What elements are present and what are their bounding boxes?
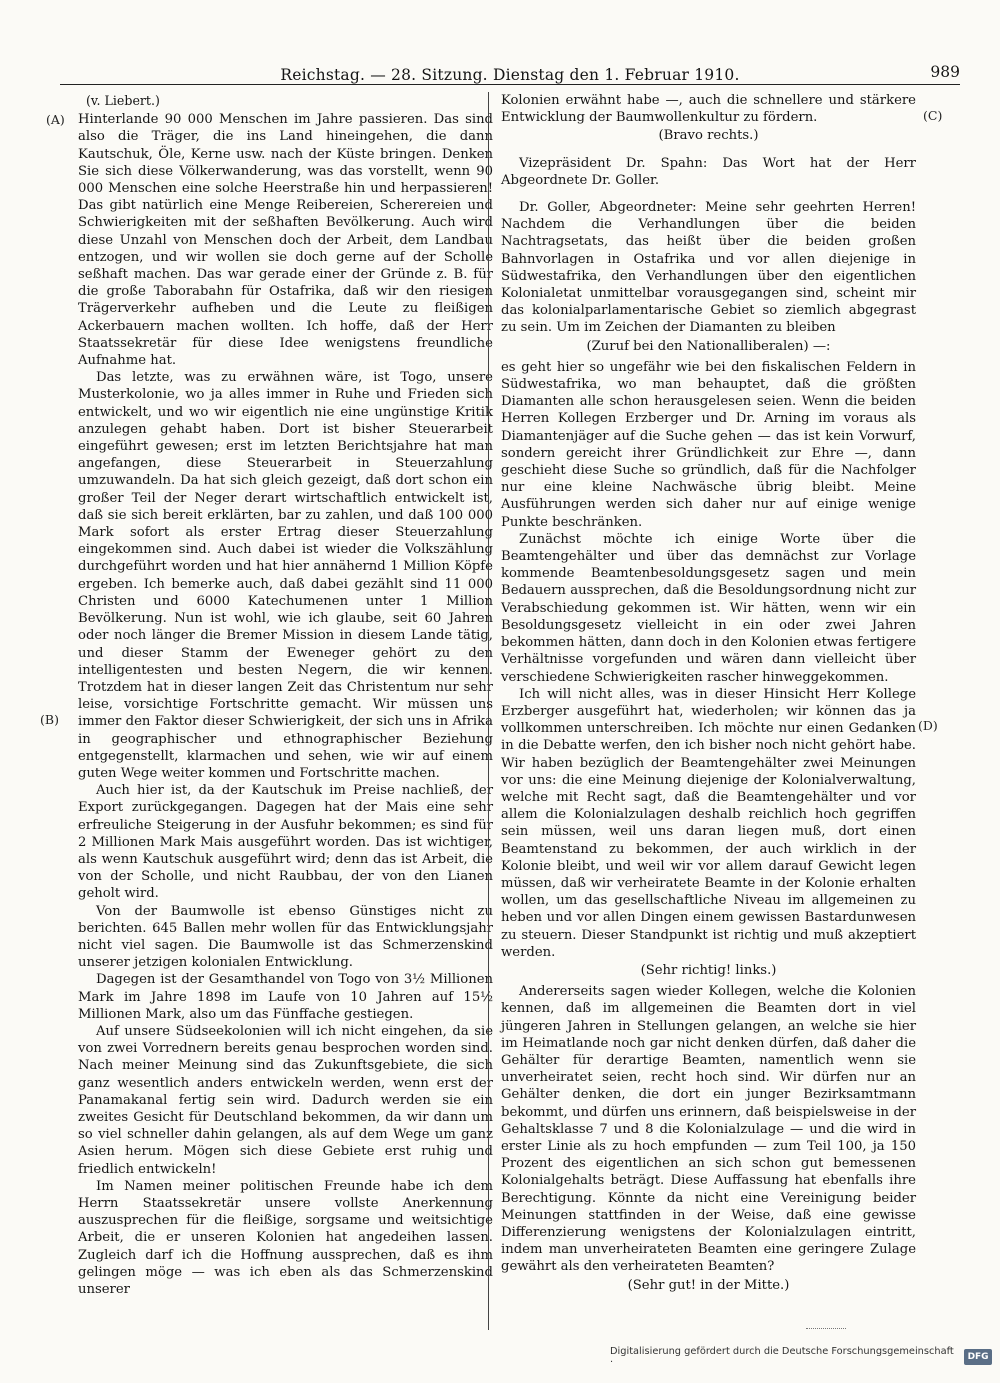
running-header [60,58,960,85]
margin-mark-c: (C) [923,108,943,123]
paragraph: Ich will nicht alles, was in dieser Hinsicht Herr Kollege Erzberger ausgeführt hat, wiederholen; wir können das ja vollkommen unterschreiben. Ich möchte nur einen Gedanken in die Debatte werfen, den ich bisher noch nicht gehört habe. Wir haben bezüglich der Beamtengehälter zwei Meinungen vor uns: die eine Meinung diejenige der Kolonialverwaltung, welche mit Recht sagt, daß die Beamtengehälter und vor allem die Kolonialzulagen deshalb reichlich hoch gegriffen sein müssen, weil uns daran liegen muß, dort einen Beamtenstand zu bekommen, der auch wirklich in der Kolonie bleibt, und weil wir vor allem darauf Gewicht legen müssen, daß wir verheiratete Beamte in der Kolonie erhalten wollen, um das gesellschaftliche Niveau im allgemeinen zu heben und vor allen Dingen einem gewissen Bastardunwesen zu steuern. Dieser Standpunkt ist richtig und muß akzeptiert werden. [501,686,916,960]
paragraph: Dagegen ist der Gesamthandel von Togo von 3½ Millionen Mark im Jahre 1898 im Laufe von 10 Jahren auf 15½ Millionen Mark, also um das Fünffache gestiegen. [78,972,493,1022]
margin-mark-b: (B) [40,712,59,727]
paragraph: Auf unsere Südseekolonien will ich nicht eingehen, da sie von zwei Vorrednern bereits genau besprochen worden sind. Nach meiner Meinung sind das Zukunftsgebiete, die sich ganz wesentlich anders entwickeln werden, wenn erst der Panamakanal fertig sein wird. Dadurch werden sie ein zweites Gesicht für Deutschland bekommen, da wir dann um so viel schneller dahin gelangen, als auf dem Wege um ganz Asien herum. Mögen sich diese Gebiete erst ruhig und friedlich entwickeln! [78,1023,493,1177]
paragraph: Auch hier ist, da der Kautschuk im Preise nachließ, der Export zurückgegangen. Dagegen hat der Mais eine sehr erfreuliche Steigerung in der Ausfuhr bekommen; es sind für 2 Millionen Mark Mais ausgeführt worden. Das ist wichtiger, als wenn Kautschuk ausgeführt wird; denn das ist Arbeit, die von der Scholle, und nicht Raubbau, der von den Lianen geholt wird. [78,783,493,902]
print-smudge [806,1328,846,1333]
speech-opening: Dr. Goller, Abgeordneter: Meine sehr geehrten Herren! Nachdem die Verhandlungen über die beiden Nachtragsetats, das heißt über die beiden großen Bahnvorlagen in Ostafrika und vor allen diejenige in Südwestafrika, den Verhandlungen über den eigentlichen Kolonialetat unmittelbar vorausgegangen sind, scheint mir das kolonialparlamentarische Gebiet so ziemlich abgegrast zu sein. Um im Zeichen der Diamanten zu bleiben [501,200,916,336]
paragraph: Andererseits sagen wieder Kollegen, welche die Kolonien kennen, daß im allgemeinen die Beamten dort in viel jüngeren Jahren in Stellungen gelangen, an welche sie hier im Heimatlande noch gar nicht denken dürfen, daß daher die Gehälter für derartige Beamten, namentlich wenn sie unverheiratet seien, recht hoch sind. Wir dürfen nur an Gehälter denken, die dort ein junger Bezirksamtmann bekommt, und dürfen uns erinnern, daß beispielsweise in der Gehaltsklasse 7 und 8 die Kolonialzulage — und die wird in erster Linie als zu hoch empfunden — zum Teil 100, ja 150 Prozent des eigentlichen an sich schon gut bemessenen Kolonialgehalts beträgt. Diese Auffassung hat ebenfalls ihre Berechtigung. Könnte da nicht eine Vereinigung beider Meinungen stattfinden in der Weise, daß eine gewisse Differenzierung wenigstens der Kolonialzulagen eintritt, indem man unverheirateten Beamten eine geringere Zulage gewährt als den verheirateten Beamten? [501,984,916,1275]
digitization-credit [610,1346,992,1368]
column-divider [488,92,489,1330]
right-column [501,92,916,1298]
vice-president-remark: Vizepräsident Dr. Spahn: Das Wort hat der Herr Abgeordnete Dr. Goller. [501,155,916,188]
applause-note: (Sehr richtig! links.) [640,962,777,978]
dfg-logo-icon: DFG [964,1349,992,1365]
margin-mark-a: (A) [46,112,65,127]
paragraph: Das letzte, was zu erwähnen wäre, ist Togo, unsere Musterkolonie, wo ja alles immer in Ruhe und Frieden sich entwickelt, und wo wir eigentlich nie eine ungünstige Kritik anzulegen gehabt haben. Dort ist bisher Steuerarbeit eingeführt gewesen; erst im letzten Berichtsjahre hat man angefangen, diese Steuerarbeit in Steuerzahlung umzuwandeln. Da hat sich gleich gezeigt, daß dort schon ein großer Teil der Neger derart wirtschaftlich entwickelt ist, daß sie sich bereit erklärten, bar zu zahlen, und daß 100 000 Mark sofort als erster Ertrag dieser Steuerzahlung eingekommen sind. Auch dabei ist wieder die Volkszählung durchgeführt worden und hat hier annähernd 1 Million Köpfe ergeben. Ich bemerke auch, daß dabei gezählt sind 11 000 Christen und 6000 Katechumenen unter 1 Million Bevölkerung. Nun ist wohl, wie ich glaube, seit 60 Jahren oder noch länger die Bremer Mission in diesem Lande tätig, und dieser Stamm der Eweneger gehört zu den intelligentesten und besten Negern, die wir kennen. Trotzdem hat in dieser langen Zeit das Christentum nur sehr leise, vorsichtige Fortschritte gemacht. Wir müssen uns immer den Faktor dieser Schwierigkeit, der sich uns in Afrika in geographischer und ethnographischer Beziehung entgegenstellt, klarmachen und sehen, wie wir auf einem guten Wege weiter kommen und Fortschritte machen. [78,370,493,781]
margin-mark-d: (D) [918,718,938,733]
applause-note: (Bravo rechts.) [658,128,759,144]
left-column [78,92,493,1298]
applause-note: (Sehr gut! in der Mitte.) [627,1277,790,1293]
speaker-label: (v. Liebert.) [86,93,160,108]
paragraph: Zunächst möchte ich einige Worte über die Beamtengehälter und über das demnächst zur Vorlage kommende Beamtenbesoldungsgesetz sagen und mein Bedauern aussprechen, daß die Besoldungsordnung nicht zur Verabschiedung gekommen ist. Wir hätten, wenn wir ein Besoldungsgesetz vielleicht in ein oder zwei Jahren bekommen hätten, dann doch in den Kolonien etwas fertigere Verhältnisse vorgefunden und wären dann vielleicht über verschiedene Schwierigkeiten rascher hinweggekommen. [501,531,916,685]
credit-text: Digitalisierung gefördert durch die Deutsche Forschungsgemeinschaft · [610,1346,954,1368]
header-title: Reichstag. — 28. Sitzung. Dienstag den 1. Februar 1910. [280,66,740,84]
paragraph: Im Namen meiner politischen Freunde habe ich dem Herrn Staatssekretär unsere vollste Anerkennung auszusprechen für die fleißige, sorgsame und weitsichtige Arbeit, die er unseren Kolonien hat angedeihen lassen. Zugleich darf ich die Hoffnung aussprechen, daß es ihm gelingen möge — was ich eben als das Schmerzenskind unserer [78,1178,493,1298]
page-number: 989 [930,63,960,81]
paragraph: Hinterlande 90 000 Menschen im Jahre passieren. Das sind also die Träger, die ins Land hineingehen, die dann Kautschuk, Öle, Kerne usw. nach der Küste bringen. Denken Sie sich diese Völkerwanderung, was das vorstellt, wenn 90 000 Menschen eine solche Heerstraße hin und herpassieren! Das gibt natürlich eine Menge Reibereien, Scherereien und Schwierigkeiten mit der seßhaften Bevölkerung. Auch wird diese Unzahl von Menschen doch der Arbeit, dem Landbau entzogen, und wir wollen sie doch gerne auf der Scholle seßhaft machen. Das war gerade einer der Gründe z. B. für die große Taborabahn für Ostafrika, daß wir den riesigen Trägerverkehr aufheben und die Leute zu fleißigen Ackerbauern machen wollten. Ich hoffe, daß der Herr Staatssekretär für diese Idee wenigstens freundliche Aufnahme hat. [78,112,493,369]
paragraph: Kolonien erwähnt habe —, auch die schnellere und stärkere Entwicklung der Baumwollenkultur zu fördern. [501,93,916,126]
paragraph: es geht hier so ungefähr wie bei den fiskalischen Feldern in Südwestafrika, wo man behauptet, daß die größten Diamanten alle schon herausgelesen seien. Wenn die beiden Herren Kollegen Erzberger und Dr. Arning im voraus als Diamantenjäger auf die Suche gehen — das ist kein Vorwurf, sondern gereicht ihrer Gründlichkeit zur Ehre —, dann geschieht diese Suche so gründlich, daß für die Nachfolger nur eine kleine Nachwäsche übrig bleibt. Meine Ausführungen werden sich daher nur auf einige wenige Punkte beschränken. [501,359,916,530]
interjection-note: (Zuruf bei den Nationalliberalen) —: [586,338,831,354]
paragraph: Von der Baumwolle ist ebenso Günstiges nicht zu berichten. 645 Ballen mehr wollen für das Entwicklungsjahr nicht viel sagen. Die Baumwolle ist das Schmerzenskind unserer jetzigen kolonialen Entwicklung. [78,903,493,971]
